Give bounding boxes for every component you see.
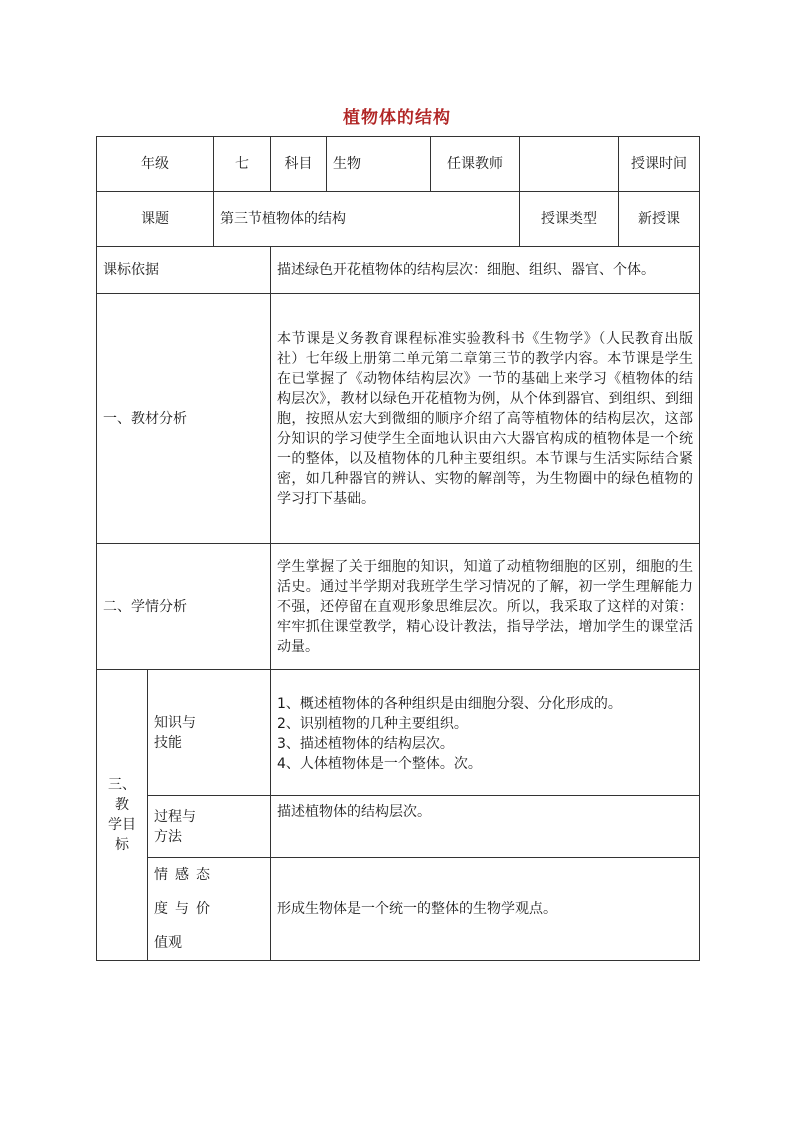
subject-label: 科目	[271, 137, 327, 192]
row-student-analysis	[97, 544, 700, 670]
row-topic	[97, 192, 700, 247]
process-method-label: 过程与 方法	[148, 796, 271, 858]
student-analysis-label: 二、学情分析	[97, 544, 271, 670]
row-goal-process	[97, 796, 700, 858]
row-grade	[97, 137, 700, 192]
attitude-values-label: 情感态 度与价 值观	[148, 858, 271, 961]
attitude-values-text: 形成生物体是一个统一的整体的生物学观点。	[271, 858, 700, 961]
row-goal-knowledge	[97, 670, 700, 796]
knowledge-skills-label: 知识与 技能	[148, 670, 271, 796]
type-value: 新授课	[619, 192, 700, 247]
row-goal-attitude	[97, 858, 700, 961]
row-textbook-analysis	[97, 294, 700, 544]
subject-value: 生物	[327, 137, 431, 192]
knowledge-skills-list	[271, 670, 700, 796]
topic-label: 课题	[97, 192, 214, 247]
time-label: 授课时间	[619, 137, 700, 192]
lesson-plan-table	[96, 136, 700, 961]
teacher-value	[520, 137, 619, 192]
textbook-analysis-label: 一、教材分析	[97, 294, 271, 544]
list-item: 4、人体植物体是一个整体。次。	[277, 755, 482, 772]
grade-value: 七	[214, 137, 271, 192]
basis-value: 描述绿色开花植物体的结构层次：细胞、组织、器官、个体。	[271, 247, 700, 294]
basis-label: 课标依据	[97, 247, 271, 294]
list-item: 3、描述植物体的结构层次。	[277, 735, 454, 752]
process-method-text: 描述植物体的结构层次。	[271, 796, 700, 858]
list-item: 1、概述植物体的各种组织是由细胞分裂、分化形成的。	[277, 695, 622, 712]
textbook-analysis-text: 本节课是义务教育课程标准实验教科书《生物学》（人民教育出版社）七年级上册第二单元第二章第三节的教学内容。本节课是学生在已掌握了《动物体结构层次》一节的基础上来学习《植物体的结构层次》，教材以绿色开花植物为例，从个体到器官、到组织、到细胞，按照从宏大到微细的顺序介绍了高等植物体的结构层次，这部分知识的学习使学生全面地认识由六大器官构成的植物体是一个统一的整体，以及植物体的几种主要组织。本节课与生活实际结合紧密，如几种器官的辨认、实物的解剖等，为生物圈中的绿色植物的学习打下基础。	[271, 294, 700, 544]
student-analysis-text: 学生掌握了关于细胞的知识，知道了动植物细胞的区别，细胞的生活史。通过半学期对我班学生学习情况的了解，初一学生理解能力不强，还停留在直观形象思维层次。所以，我采取了这样的对策：牢牢抓住课堂教学，精心设计教法，指导学法，增加学生的课堂活动量。	[271, 544, 700, 670]
document-title: 植物体的结构	[343, 108, 451, 128]
type-label: 授课类型	[520, 192, 619, 247]
topic-value: 第三节植物体的结构	[214, 192, 520, 247]
row-basis	[97, 247, 700, 294]
list-item: 2、识别植物的几种主要组织。	[277, 715, 468, 732]
teaching-goals-label: 三、教 学目 标	[97, 670, 148, 961]
teacher-label: 任课教师	[431, 137, 520, 192]
grade-label: 年级	[97, 137, 214, 192]
